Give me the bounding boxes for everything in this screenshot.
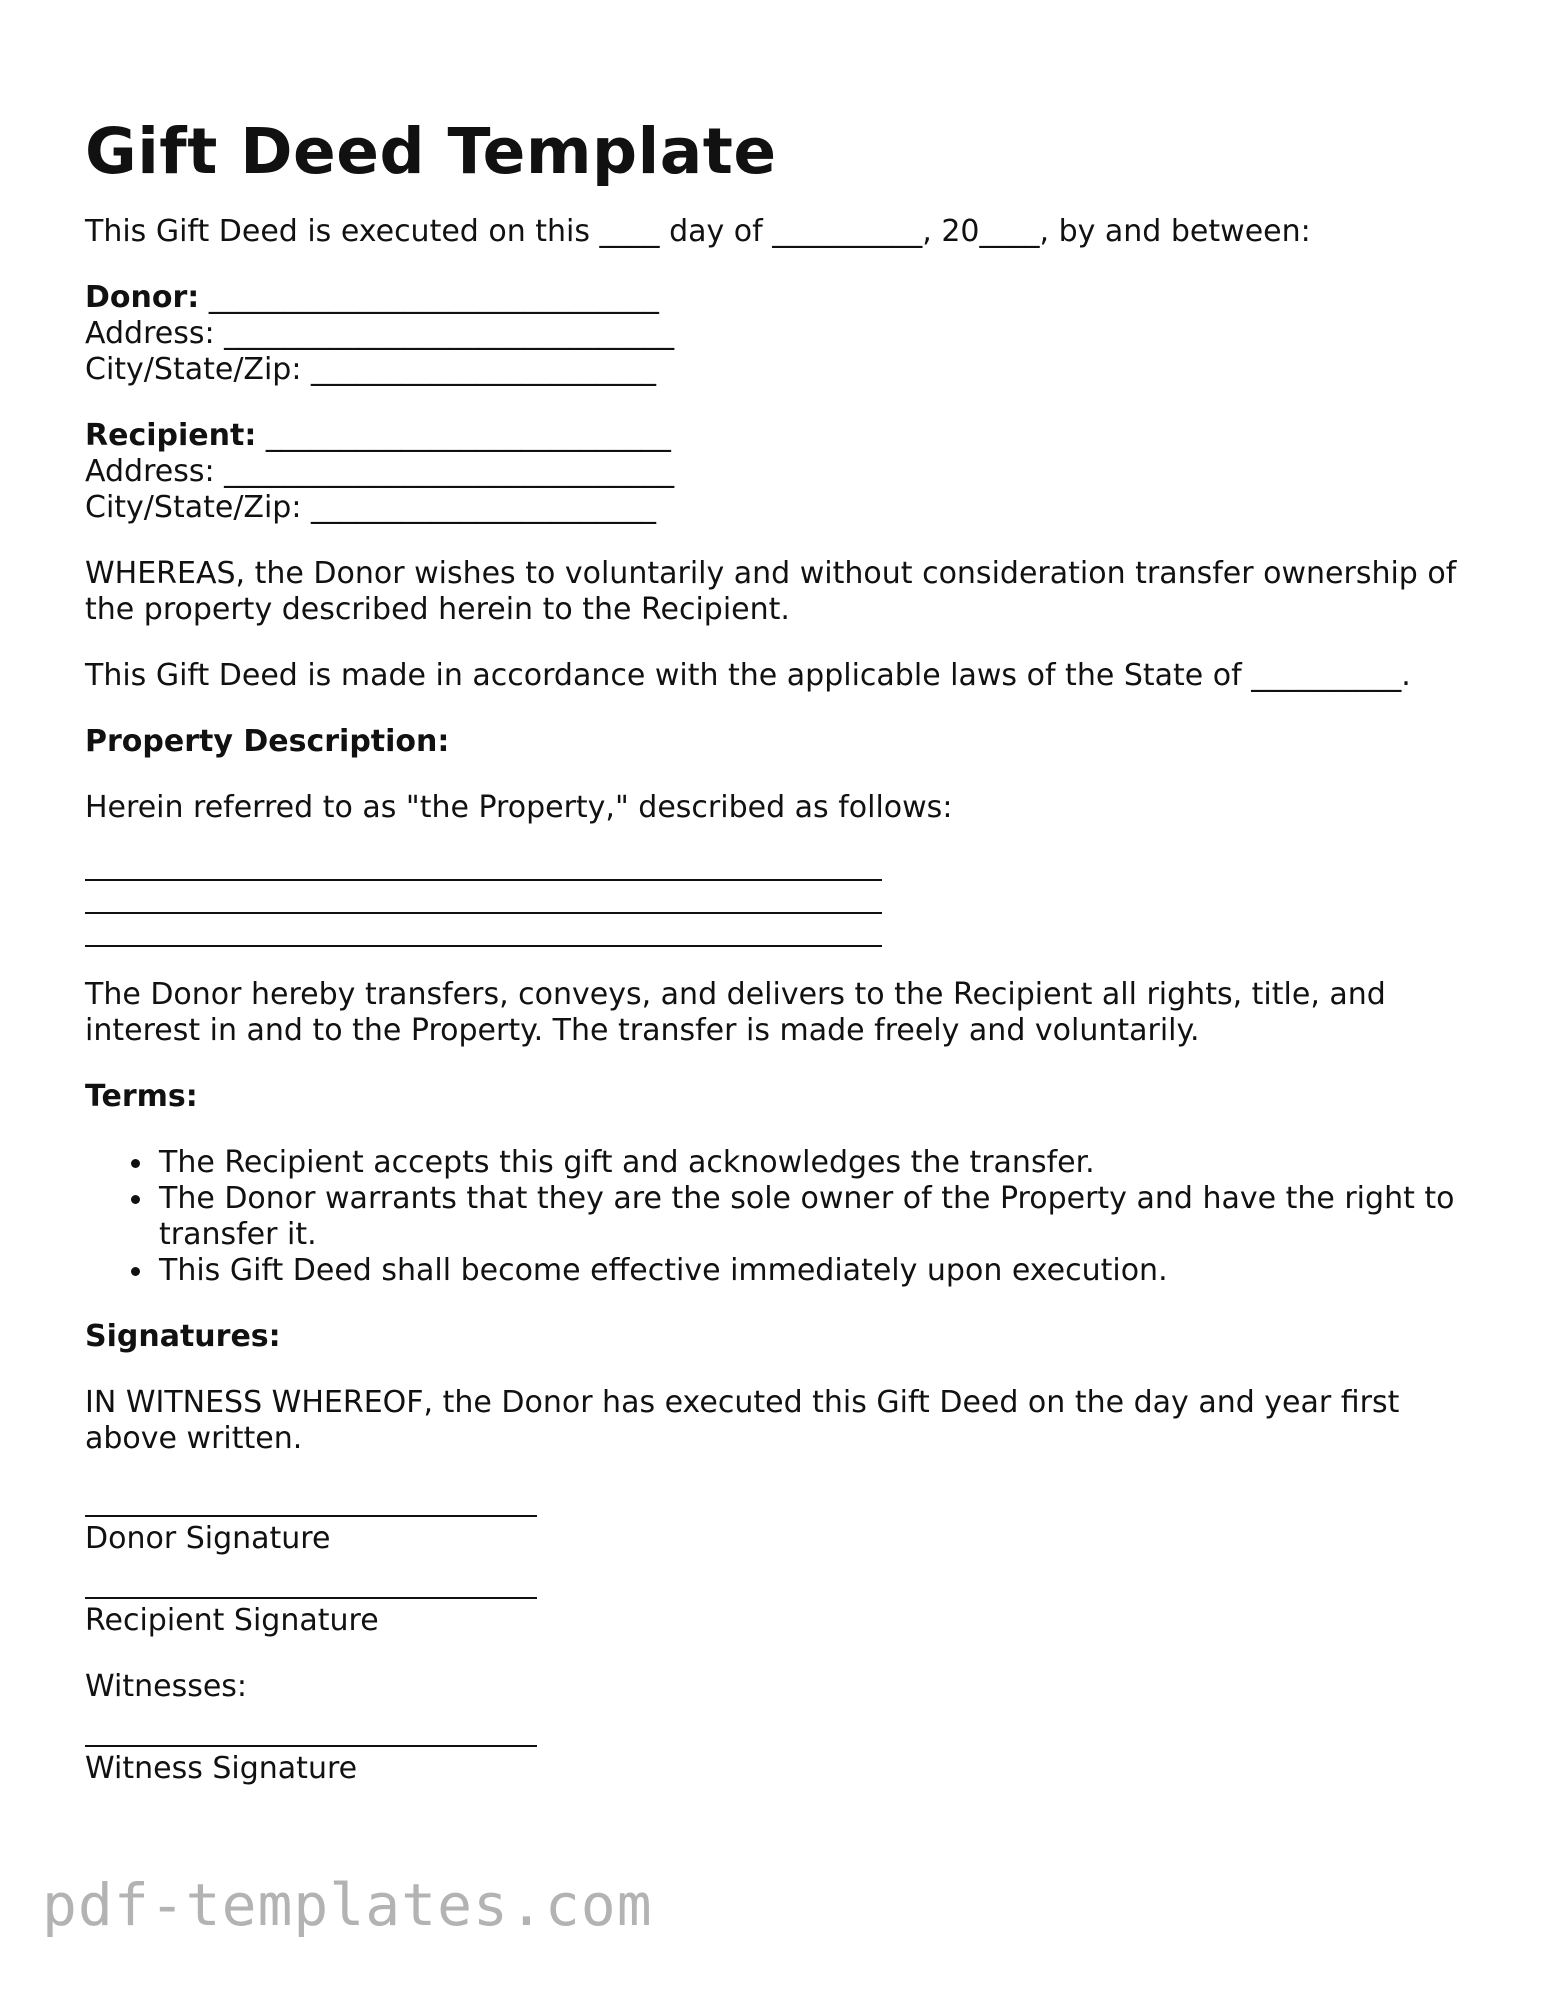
donor-city-line: City/State/Zip: _______________________	[85, 352, 656, 387]
property-blank-line	[85, 848, 882, 881]
terms-list-item: The Donor warrants that they are the sole owner of the Property and have the right to transfer it.	[159, 1181, 1465, 1253]
donor-signature-label: Donor Signature	[85, 1521, 331, 1556]
signatures-heading: Signatures:	[85, 1319, 281, 1354]
witness-signature-label: Witness Signature	[85, 1751, 358, 1786]
watermark: pdf-templates.com	[42, 1871, 653, 1939]
recipient-name-line	[85, 418, 1465, 454]
document-page	[85, 95, 1465, 1787]
property-heading: Property Description:	[85, 724, 450, 759]
recipient-label: Recipient:	[85, 418, 257, 453]
terms-list-item: This Gift Deed shall become effective immediately upon execution.	[159, 1253, 1465, 1289]
recipient-address-line: Address: ______________________________	[85, 454, 675, 489]
signature-line	[85, 1745, 537, 1747]
whereas-paragraph: WHEREAS, the Donor wishes to voluntarily and without consideration transfer ownership of the property described herein to the Recipient.	[85, 556, 1457, 627]
witnesses-label: Witnesses:	[85, 1669, 248, 1704]
terms-list	[85, 1145, 1465, 1289]
donor-name-line	[85, 280, 1465, 316]
donor-block	[85, 280, 1465, 388]
recipient-name-blank: ___________________________	[256, 418, 671, 453]
donor-signature-block	[85, 1515, 1465, 1557]
witness-signature-block	[85, 1745, 1465, 1787]
transfer-paragraph: The Donor hereby transfers, conveys, and delivers to the Recipient all rights, title, and interest in and to the Property. The transfer is made freely and voluntarily.	[85, 977, 1386, 1048]
terms-heading: Terms:	[85, 1079, 198, 1114]
donor-address-line: Address: ______________________________	[85, 316, 675, 351]
signature-line	[85, 1597, 537, 1599]
witness-statement: IN WITNESS WHEREOF, the Donor has executed this Gift Deed on the day and year first above written.	[85, 1385, 1400, 1456]
recipient-signature-block	[85, 1597, 1465, 1639]
recipient-signature-label: Recipient Signature	[85, 1603, 379, 1638]
recipient-block	[85, 418, 1465, 526]
document-title: Gift Deed Template	[85, 115, 777, 188]
property-description-lines	[85, 848, 1465, 947]
property-intro: Herein referred to as "the Property," described as follows:	[85, 790, 953, 825]
donor-name-blank: ______________________________	[199, 280, 659, 315]
intro-paragraph: This Gift Deed is executed on this ____ day of __________, 20____, by and between:	[85, 214, 1311, 249]
laws-paragraph: This Gift Deed is made in accordance with the applicable laws of the State of __________.	[85, 658, 1411, 693]
property-blank-line	[85, 881, 882, 914]
donor-label: Donor:	[85, 280, 200, 315]
recipient-city-line: City/State/Zip: _______________________	[85, 490, 656, 525]
signature-line	[85, 1515, 537, 1517]
property-blank-line	[85, 914, 882, 947]
terms-list-item: The Recipient accepts this gift and acknowledges the transfer.	[159, 1145, 1465, 1181]
